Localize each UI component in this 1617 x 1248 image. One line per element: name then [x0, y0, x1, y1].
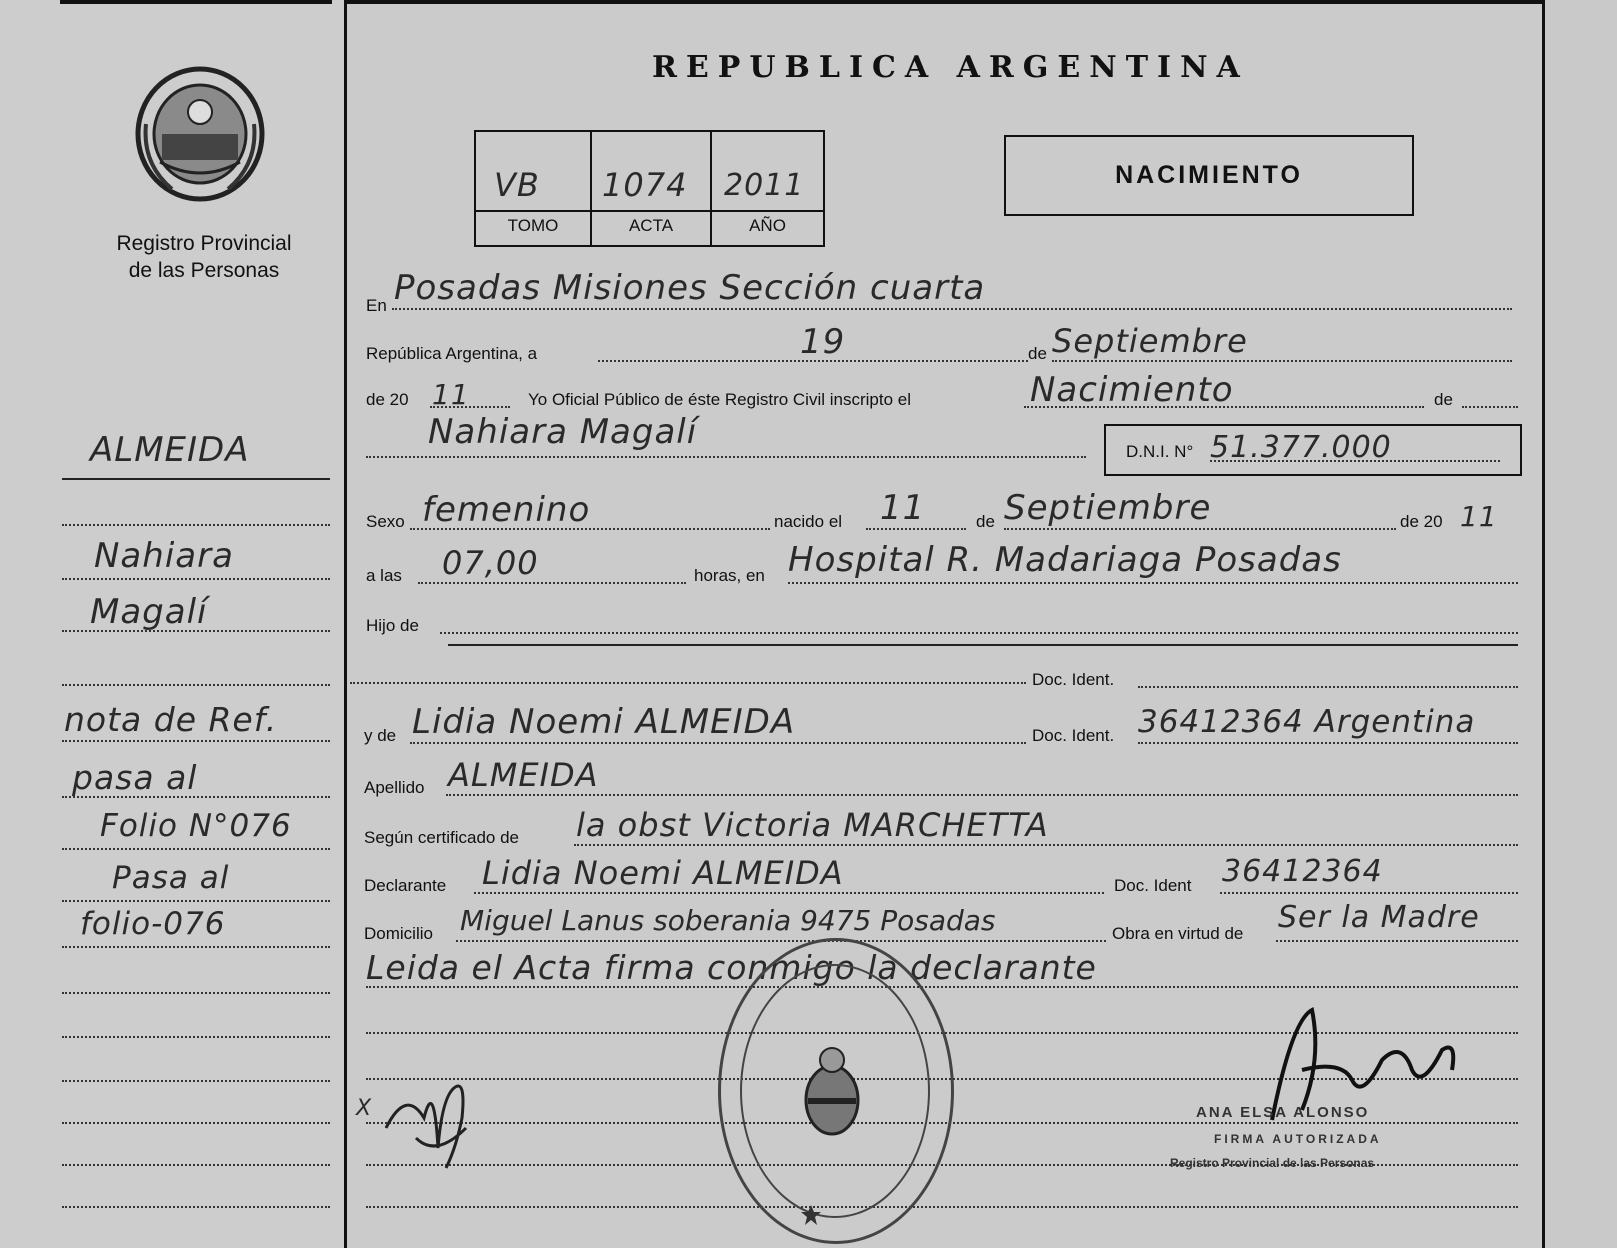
sexo-value: femenino [422, 490, 591, 530]
madre-value: Lidia Noemi ALMEIDA [412, 702, 796, 742]
declarante-value: Lidia Noemi ALMEIDA [482, 854, 844, 892]
declarant-signature-icon [376, 1058, 486, 1188]
anio-label: AÑO [749, 216, 786, 235]
de-end-line [1462, 406, 1518, 408]
inscripto-value: Nacimiento [1030, 370, 1234, 410]
margin-dots-15 [62, 1206, 330, 1208]
month-line [1052, 360, 1512, 362]
yde-label: y de [364, 726, 397, 745]
record-type-box: NACIMIENTO [1004, 135, 1414, 216]
signatory-role: FIRMA AUTORIZADA [1214, 1132, 1382, 1146]
dni-line [1210, 460, 1500, 462]
margin-dots-3 [62, 630, 330, 632]
de-year-label: de 20 [1400, 512, 1443, 531]
declarante-line [474, 892, 1104, 894]
leida-value: Leida el Acta firma conmigo la declarante [366, 948, 1097, 987]
margin-note5: folio-076 [80, 906, 226, 942]
declarante-label: Declarante [364, 876, 447, 895]
dni-label: D.N.I. N° [1126, 442, 1194, 461]
nacido-month-line [1004, 528, 1396, 530]
certificado-line [574, 844, 1518, 846]
dni-box [1104, 424, 1522, 476]
margin-dots-1 [62, 524, 330, 526]
horas-label: horas, en [694, 566, 765, 585]
margin-dots-14 [62, 1164, 330, 1166]
apellido-label: Apellido [364, 778, 425, 797]
hijo-line [440, 632, 1518, 634]
column-divider [344, 0, 347, 1248]
national-coat-of-arms-icon [792, 1040, 872, 1150]
hijo-label: Hijo de [366, 616, 419, 635]
apellido-line [446, 794, 1518, 796]
certificado-value: la obst Victoria MARCHETTA [576, 806, 1049, 844]
blank-line-5 [366, 1206, 1518, 1208]
apellido-value: ALMEIDA [448, 756, 599, 794]
margin-underline-1 [62, 478, 330, 480]
margin-name1: Nahiara [94, 536, 234, 576]
declarante-doc: 36412364 [1222, 854, 1383, 889]
margin-dots-10 [62, 992, 330, 994]
volume-record-box [474, 130, 825, 247]
sexo-label: Sexo [366, 512, 405, 531]
madre-doc-line [1138, 742, 1518, 744]
hijo-underline [448, 644, 1518, 646]
margin-dots-5 [62, 740, 330, 742]
margin-note2: pasa al [72, 758, 198, 797]
margin-note3: Folio N°076 [100, 808, 292, 844]
domicilio-value: Miguel Lanus soberania 9475 Posadas [460, 904, 996, 937]
republica-label: República Argentina, a [366, 344, 538, 363]
year-suffix: 11 [432, 378, 470, 411]
father-doc-line [350, 682, 1026, 684]
margin-dots-11 [62, 1036, 330, 1038]
madre-doc-value: 36412364 Argentina [1138, 704, 1476, 740]
month-value: Septiembre [1052, 322, 1248, 360]
nacido-month: Septiembre [1004, 488, 1212, 528]
margin-dots-12 [62, 1080, 330, 1082]
tomo-value: VB [494, 166, 540, 204]
margin-dots-7 [62, 848, 330, 850]
declarant-mark: X [356, 1096, 373, 1121]
tomo-label: TOMO [507, 216, 559, 235]
de-label: de [1028, 344, 1047, 363]
acta-label: ACTA [628, 216, 674, 235]
acta-value: 1074 [602, 166, 688, 204]
document-title: REPUBLICA ARGENTINA [652, 50, 1249, 85]
nacido-label: nacido el [774, 512, 843, 531]
nacido-day: 11 [880, 488, 926, 528]
lugar-value: Hospital R. Madariaga Posadas [788, 540, 1342, 580]
nacido-day-line [866, 528, 966, 530]
year-line [430, 406, 510, 408]
margin-dots-2 [62, 578, 330, 580]
margin-note4: Pasa al [112, 860, 230, 896]
inscripto-line [1024, 406, 1424, 408]
declarante-doc-line [1220, 892, 1518, 894]
right-border [1542, 0, 1545, 1248]
leida-line [366, 986, 1518, 988]
top-border-right [347, 0, 1542, 4]
box-row-divider [476, 210, 823, 212]
registry-line1: Registro Provincial [116, 232, 292, 255]
alas-label: a las [366, 566, 402, 585]
lugar-line [788, 582, 1518, 584]
signatory-org: Registro Provincial de las Personas [1170, 1156, 1375, 1170]
signatory-name: ANA ELSA ALONSO [1196, 1104, 1370, 1121]
doc-ident-label: Doc. Ident. [1032, 670, 1115, 689]
registry-name [60, 230, 348, 284]
top-border-left [60, 0, 332, 4]
provincial-seal-icon [132, 64, 268, 204]
obra-label: Obra en virtud de [1112, 924, 1244, 943]
doc-ident2-label: Doc. Ident. [1032, 726, 1115, 745]
en-label: En [366, 296, 387, 315]
domicilio-label: Domicilio [364, 924, 433, 943]
margin-dots-6 [62, 796, 330, 798]
margin-dots-9 [62, 946, 330, 948]
margin-note1: nota de Ref. [64, 700, 278, 739]
margin-surname: ALMEIDA [90, 430, 250, 470]
name-line [366, 456, 1086, 458]
madre-line [410, 742, 1026, 744]
hora-value: 07,00 [442, 544, 539, 582]
nacido-year: 11 [1460, 500, 1498, 533]
registry-line2: de las Personas [128, 259, 280, 282]
nacido-de-label: de [976, 512, 995, 531]
obra-value: Ser la Madre [1278, 900, 1480, 935]
year-label: de 20 [366, 390, 409, 409]
doc-ident3-label: Doc. Ident [1114, 876, 1192, 895]
stamp-star-icon [800, 1204, 822, 1226]
hora-line [418, 582, 686, 584]
name-value: Nahiara Magalí [428, 412, 698, 452]
en-line [392, 308, 1512, 310]
dni-value: 51.377.000 [1210, 430, 1392, 465]
margin-name2: Magalí [90, 592, 208, 632]
domicilio-line [456, 940, 1106, 942]
sexo-line [410, 528, 770, 530]
margin-dots-4 [62, 684, 330, 686]
margin-dots-13 [62, 1122, 330, 1124]
day-value: 19 [800, 322, 846, 362]
obra-line [1276, 940, 1518, 942]
segun-label: Según certificado de [364, 828, 519, 847]
de-end-label: de [1434, 390, 1453, 409]
oficial-label: Yo Oficial Público de éste Registro Civil inscripto el [528, 390, 911, 409]
margin-dots-8 [62, 900, 330, 902]
anio-value: 2011 [724, 168, 805, 203]
doc-ident-line [1138, 686, 1518, 688]
en-value: Posadas Misiones Sección cuarta [394, 268, 986, 308]
